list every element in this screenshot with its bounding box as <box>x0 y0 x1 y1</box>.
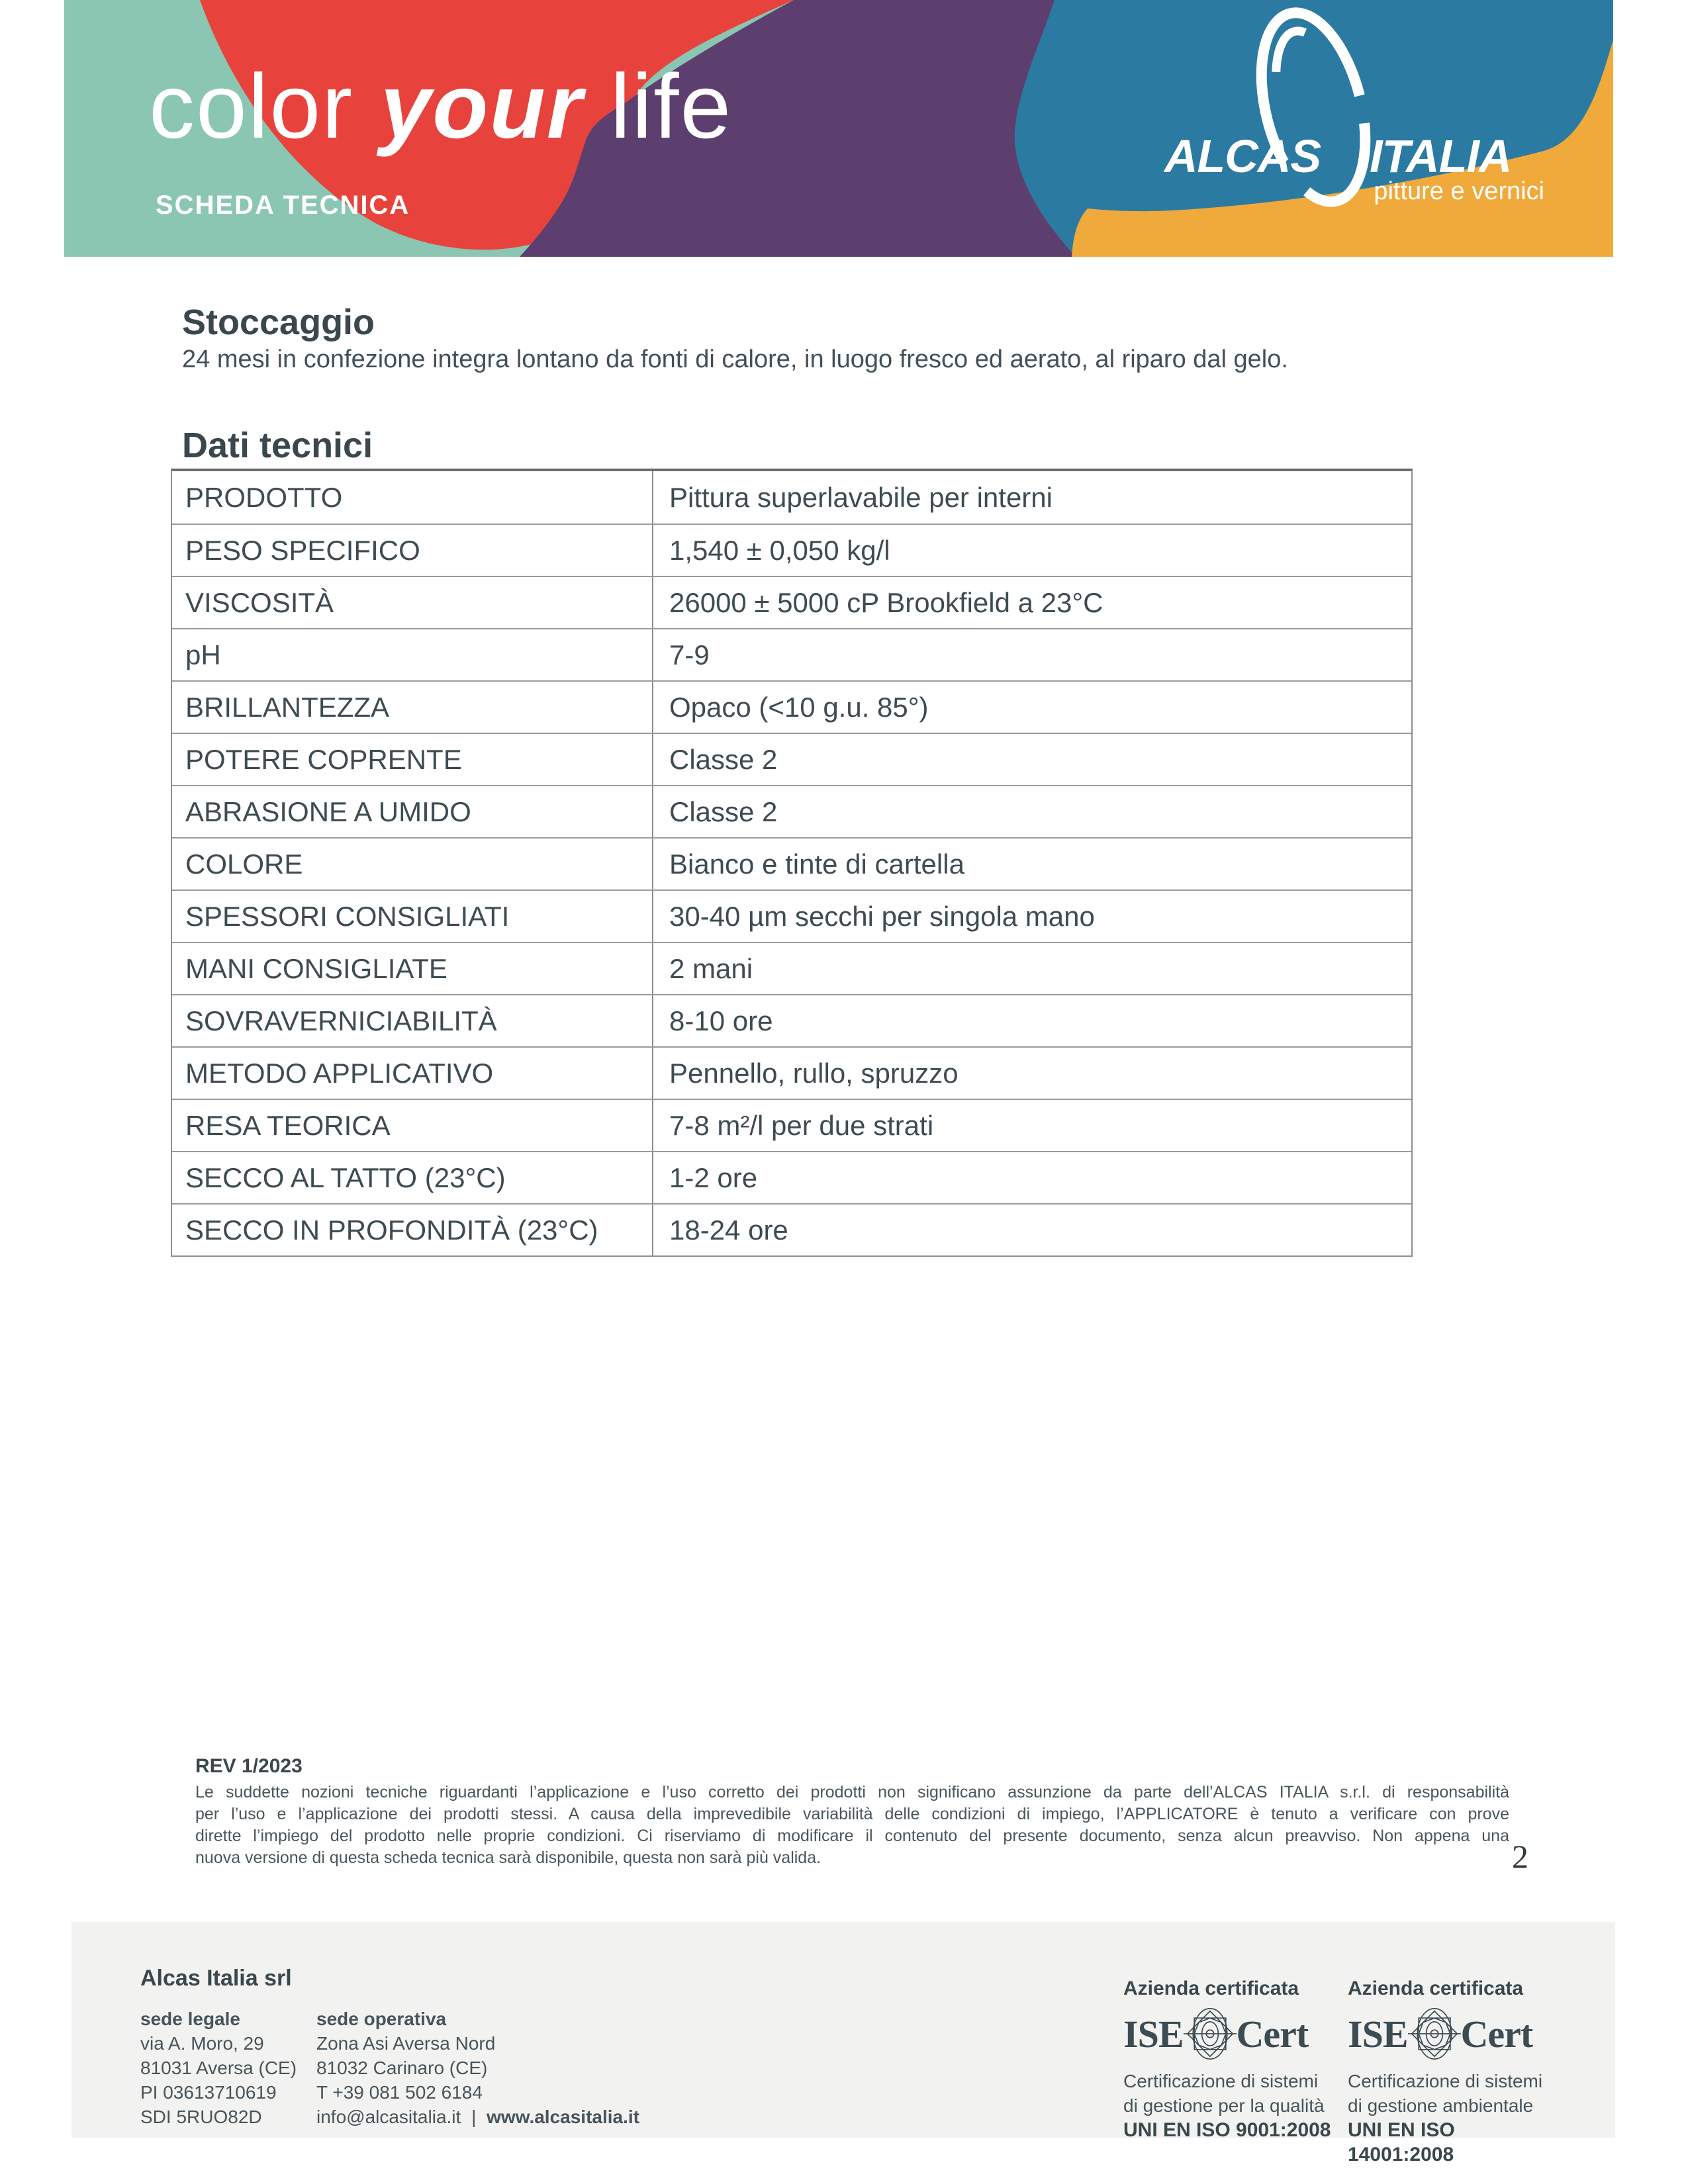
registered-office-block <box>140 2007 297 2129</box>
table-row <box>172 576 1411 628</box>
cert-logo-ise: ISE <box>1348 2012 1408 2056</box>
table-row <box>172 942 1411 994</box>
table-row-label: RESA TEORICA <box>172 1100 653 1151</box>
certification-block-quality <box>1123 1978 1342 2142</box>
table-row-value: 8-10 ore <box>669 1005 773 1036</box>
logo-italia: ITALIA <box>1370 130 1512 182</box>
logo-alcas: ALCAS <box>1164 130 1321 182</box>
table-row-value: Bianco e tinte di cartella <box>669 848 964 880</box>
table-row-value: 7-8 m²/l per due strati <box>669 1109 934 1141</box>
table-row-value: Classe 2 <box>669 796 778 827</box>
cert-rosette-icon <box>1184 2006 1237 2062</box>
tagline-life: life <box>583 56 733 158</box>
cert-caption-line1: Certificazione di sistemi <box>1348 2071 1543 2091</box>
cert-caption-line2: di gestione per la qualità <box>1123 2095 1325 2116</box>
table-row <box>172 680 1411 733</box>
website-link[interactable]: www.alcasitalia.it <box>487 2107 639 2127</box>
disclaimer-line: dirette l’impiego del prodotto nelle proprie condizioni. Ci riserviamo di modificare il contenuto del presente documento, senza alcun preavviso. Non appena una <box>195 1827 1509 1845</box>
brand-tagline <box>149 56 733 158</box>
table-row-label: BRILLANTEZZA <box>172 682 653 733</box>
table-row <box>172 1203 1411 1255</box>
table-row-label: ABRASIONE A UMIDO <box>172 786 653 837</box>
table-row-label: SOVRAVERNICIABILITÀ <box>172 995 653 1046</box>
certification-block-environment <box>1348 1978 1566 2167</box>
cert-logo-cert: Cert <box>1236 2012 1309 2056</box>
table-row-value: 18-24 ore <box>669 1214 788 1246</box>
email-link[interactable]: info@alcasitalia.it <box>316 2107 461 2127</box>
table-row <box>172 1046 1411 1099</box>
cert-caption-line2: di gestione ambientale <box>1348 2095 1534 2116</box>
cert-standard: UNI EN ISO 9001:2008 <box>1123 2119 1331 2141</box>
address-line: Zona Asi Aversa Nord <box>316 2033 496 2054</box>
address-line: PI 03613710619 <box>140 2082 277 2103</box>
table-row-label: COLORE <box>172 839 653 889</box>
table-row-value: 2 mani <box>669 952 753 984</box>
tagline-color: color <box>149 56 381 158</box>
cert-rosette-icon <box>1408 2006 1461 2062</box>
address-line: T +39 081 502 6184 <box>316 2082 483 2103</box>
revision-label: REV 1/2023 <box>195 1755 303 1777</box>
logo-swoosh-icon <box>1244 0 1383 218</box>
cert-logo <box>1123 2005 1342 2062</box>
table-row-label: MANI CONSIGLIATE <box>172 943 653 994</box>
registered-office-heading: sede legale <box>140 2009 240 2029</box>
cert-caption <box>1123 2069 1342 2118</box>
table-row-value: Pittura superlavabile per interni <box>669 481 1053 513</box>
table-row-value: Pennello, rullo, spruzzo <box>669 1057 959 1089</box>
cert-standard: UNI EN ISO 14001:2008 <box>1348 2119 1455 2165</box>
table-row-label: METODO APPLICATIVO <box>172 1048 653 1099</box>
operative-office-heading: sede operativa <box>316 2009 447 2029</box>
table-row <box>172 837 1411 889</box>
tagline-your: your <box>380 56 584 158</box>
table-row-value: 1-2 ore <box>669 1161 758 1193</box>
cert-caption-line1: Certificazione di sistemi <box>1123 2071 1319 2091</box>
table-row-value: Opaco (<10 g.u. 85°) <box>669 691 929 723</box>
cert-label: Azienda certificata <box>1123 1978 1299 1999</box>
header-banner <box>64 0 1613 257</box>
logo-subtitle: pitture e vernici <box>1374 177 1544 205</box>
table-row <box>172 471 1411 523</box>
table-row-label: SPESSORI CONSIGLIATI <box>172 891 653 942</box>
table-row <box>172 785 1411 837</box>
address-line: via A. Moro, 29 <box>140 2033 264 2054</box>
table-row-label: PRODOTTO <box>172 471 653 523</box>
cert-logo-cert: Cert <box>1460 2012 1533 2056</box>
table-row-value: 30-40 µm secchi per singola mano <box>669 900 1095 932</box>
company-name: Alcas Italia srl <box>140 1966 292 1991</box>
disclaimer-line: Le suddette nozioni tecniche riguardanti l’applicazione e l’uso corretto dei prodotti non significano assunzione da parte dell’ALCAS ITALIA s.r.l. di responsabilità <box>195 1783 1509 1801</box>
storage-section-title: Stoccaggio <box>182 302 375 342</box>
operative-office-block <box>316 2007 639 2129</box>
table-row-value: 26000 ± 5000 cP Brookfield a 23°C <box>669 586 1103 618</box>
table-row-label: POTERE COPRENTE <box>172 734 653 785</box>
address-line: SDI 5RUO82D <box>140 2107 262 2127</box>
storage-section-body: 24 mesi in confezione integra lontano da fonti di calore, in luogo fresco ed aerato, al riparo dal gelo. <box>182 345 1288 373</box>
table-row-value: 1,540 ± 0,050 kg/l <box>669 534 890 566</box>
table-row-label: pH <box>172 629 653 680</box>
table-row <box>172 733 1411 785</box>
technical-data-table <box>171 469 1413 1257</box>
contact-line <box>316 2105 639 2129</box>
table-row-label: VISCOSITÀ <box>172 577 653 628</box>
contact-separator: | <box>466 2107 482 2127</box>
cert-logo <box>1348 2005 1566 2062</box>
cert-caption <box>1348 2069 1566 2118</box>
technical-data-title: Dati tecnici <box>182 426 373 465</box>
address-line: 81032 Carinaro (CE) <box>316 2058 488 2078</box>
table-row-label: SECCO AL TATTO (23°C) <box>172 1152 653 1203</box>
cert-label: Azienda certificata <box>1348 1978 1524 1999</box>
table-row <box>172 994 1411 1046</box>
table-row-value: 7-9 <box>669 639 710 670</box>
table-row-label: PESO SPECIFICO <box>172 525 653 576</box>
table-row <box>172 1151 1411 1203</box>
page-number: 2 <box>1512 1838 1528 1875</box>
disclaimer-line: per l’uso e l’applicazione dei prodotti stessi. A causa della imprevedibile variabilità delle condizioni di impiego, l’APPLICATORE è tenuto a verificare con prove <box>195 1805 1509 1823</box>
cert-logo-ise: ISE <box>1123 2012 1184 2056</box>
table-row <box>172 523 1411 576</box>
footer-band <box>71 1922 1615 2165</box>
document-type-label: SCHEDA TECNICA <box>156 191 410 220</box>
address-line: 81031 Aversa (CE) <box>140 2058 297 2078</box>
table-row-label: SECCO IN PROFONDITÀ (23°C) <box>172 1205 653 1255</box>
table-row-value: Classe 2 <box>669 743 778 775</box>
disclaimer-text <box>195 1782 1509 1869</box>
disclaimer-line: nuova versione di questa scheda tecnica sarà disponibile, questa non sarà più valida. <box>195 1848 821 1867</box>
table-row <box>172 628 1411 680</box>
table-row <box>172 889 1411 942</box>
table-row <box>172 1099 1411 1151</box>
